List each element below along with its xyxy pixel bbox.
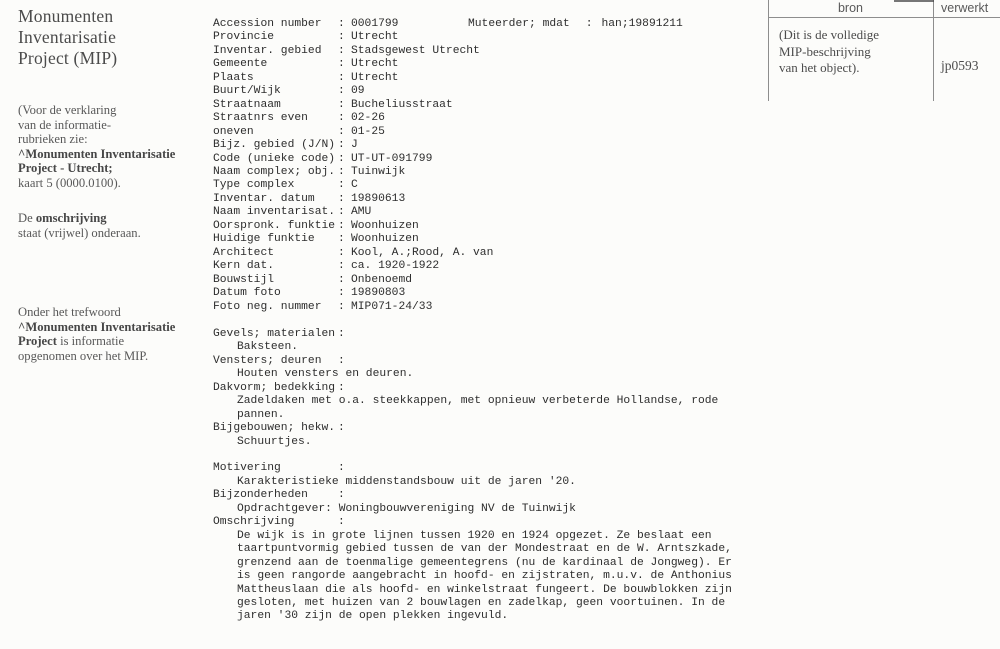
record-section <box>213 328 813 355</box>
section-line: Opdrachtgever: Woningbouwvereniging NV de Tuinwijk <box>237 502 576 515</box>
field-label: Accession number <box>213 18 322 30</box>
field-colon: : <box>338 179 345 192</box>
section-line: Baksteen. <box>237 341 299 354</box>
verwerkt-value: jp0593 <box>941 58 979 73</box>
note-line <box>18 334 223 349</box>
note-bold-word: omschrijving <box>35 211 107 225</box>
section-line: is geen rangorde aangebracht in hoofd- en zijstraten, m.u.v. de Anthonius <box>237 570 732 583</box>
field-row <box>213 99 813 112</box>
table-column-divider <box>933 0 934 101</box>
section-list <box>213 328 813 624</box>
field-row <box>213 112 813 125</box>
field-label: Naam complex; obj. <box>213 165 336 178</box>
section-line: Karakteristieke middenstandsbouw uit de jaren '20. <box>237 475 576 488</box>
field-colon: : <box>338 246 345 259</box>
sidebar <box>18 6 213 363</box>
note-line: staat (vrijwel) onderaan. <box>18 225 141 240</box>
field-value: Tuinwijk <box>351 165 406 178</box>
section-header-row <box>213 422 813 435</box>
record-section <box>213 462 813 489</box>
field-colon: : <box>338 58 345 71</box>
sidebar-note-legend <box>18 103 223 191</box>
note-line-bold: ^Monumenten Inventarisatie <box>18 319 176 334</box>
field-colon: : <box>338 287 345 300</box>
page-title <box>18 6 213 69</box>
section-header-row <box>213 462 813 475</box>
section-label: Motivering <box>213 462 281 475</box>
field-value: 19890613 <box>351 192 406 205</box>
field-colon: : <box>338 85 345 98</box>
note-line-bold: ^Monumenten Inventarisatie <box>18 146 176 161</box>
section-header-row <box>213 382 813 395</box>
field-value: 0001799 <box>351 18 399 30</box>
field-value: Utrecht <box>351 31 399 44</box>
field-label: Bijz. gebied (J/N) <box>213 139 336 152</box>
muteerder-value: han;19891211 <box>601 18 683 30</box>
field-row <box>213 58 813 71</box>
field-value: Woonhuizen <box>351 219 419 232</box>
field-colon: : <box>338 219 345 232</box>
field-row <box>213 72 813 85</box>
section-line: jaren '30 zijn de open plekken ingevuld. <box>237 610 509 623</box>
field-row <box>213 139 813 152</box>
record-section <box>213 516 813 624</box>
section-label: Dakvorm; bedekking <box>213 381 336 394</box>
section-label: Omschrijving <box>213 516 295 529</box>
field-colon: : <box>338 71 345 84</box>
section-line: Houten vensters en deuren. <box>237 368 414 381</box>
field-colon: : <box>338 422 345 435</box>
record-section <box>213 422 813 449</box>
field-row <box>213 179 813 192</box>
field-list <box>213 18 813 314</box>
field-colon: : <box>338 112 345 125</box>
note-line: Onder het trefwoord <box>18 305 121 319</box>
field-label: Plaats <box>213 71 254 84</box>
field-label: Type complex <box>213 179 295 192</box>
field-row <box>213 31 813 44</box>
field-value: J <box>351 139 358 152</box>
field-value: Kool, A.;Rood, A. van <box>351 246 494 259</box>
field-colon: : <box>338 44 345 57</box>
field-row <box>213 274 813 287</box>
field-value: MIP071-24/33 <box>351 300 433 313</box>
muteerder-field <box>468 18 683 31</box>
field-colon: : <box>338 18 345 30</box>
field-colon: : <box>338 462 345 475</box>
field-value: Bucheliusstraat <box>351 98 453 111</box>
field-row <box>213 166 813 179</box>
note-line: (Voor de verklaring <box>18 103 117 117</box>
field-label: Kern dat. <box>213 260 275 273</box>
section-header-row <box>213 355 813 368</box>
title-line: Inventarisatie <box>18 27 117 47</box>
field-value: C <box>351 179 358 192</box>
column-header-bron: bron <box>837 1 864 15</box>
title-line: Monumenten <box>18 6 114 26</box>
field-value: 19890803 <box>351 287 406 300</box>
field-row <box>213 153 813 166</box>
section-line: gesloten, met huizen van 2 bouwlagen en zadelkap, geen voortuinen. In de <box>237 597 726 610</box>
field-label: Huidige funktie <box>213 233 315 246</box>
field-value: AMU <box>351 206 372 219</box>
note-line: van de informatie- <box>18 117 112 132</box>
section-line: Zadeldaken met o.a. steekkappen, met opnieuw verbeterde Hollandse, rode <box>237 395 719 408</box>
field-value: 02-26 <box>351 112 385 125</box>
section-label: Gevels; materialen <box>213 327 336 340</box>
field-colon: : <box>338 300 345 313</box>
field-label: Bouwstijl <box>213 273 275 286</box>
section-header-row <box>213 328 813 341</box>
field-row <box>213 220 813 233</box>
field-value: Utrecht <box>351 71 399 84</box>
section-line: grenzend aan de toenmalige gemeentegrens (nu de kardinaal de Jongweg). Er <box>237 556 732 569</box>
table-header-underline <box>768 17 1000 18</box>
field-colon: : <box>338 354 345 367</box>
field-label: Datum foto <box>213 287 281 300</box>
bron-note-line: MIP-beschrijving <box>779 43 871 59</box>
note-text: De <box>18 211 36 225</box>
field-label: oneven <box>213 125 254 138</box>
field-colon: : <box>585 18 593 30</box>
section-line: pannen. <box>237 408 285 421</box>
section-label: Bijzonderheden <box>213 489 308 502</box>
field-value: Onbenoemd <box>351 273 413 286</box>
field-colon: : <box>338 152 345 165</box>
note-line: opgenomen over het MIP. <box>18 348 149 363</box>
section-line: taartpuntvormig gebied tussen de van der Mondestraat en de W. Arntszkade, <box>237 543 732 556</box>
note-text: is informatie <box>56 334 125 349</box>
sidebar-note-omschrijving <box>18 211 223 240</box>
bron-note-line: (Dit is de volledige <box>779 27 880 42</box>
section-header-row <box>213 489 813 502</box>
field-label: Oorspronk. funktie <box>213 219 336 232</box>
field-value: ca. 1920-1922 <box>351 260 440 273</box>
field-label: Provincie <box>213 31 275 44</box>
field-label: Code (unieke code) <box>213 152 336 165</box>
section-line: Schuurtjes. <box>237 435 312 448</box>
field-colon: : <box>338 381 345 394</box>
field-row <box>213 301 813 314</box>
field-value: UT-UT-091799 <box>351 152 433 165</box>
field-colon: : <box>338 31 345 44</box>
table-left-border <box>768 0 769 101</box>
field-value: Stadsgewest Utrecht <box>351 44 480 57</box>
field-row <box>213 247 813 260</box>
field-label: Architect <box>213 246 275 259</box>
field-row <box>213 233 813 246</box>
field-colon: : <box>338 192 345 205</box>
field-colon: : <box>338 260 345 273</box>
section-header-row <box>213 516 813 529</box>
section-line: Mattheuslaan die als hoofd- en winkelstraat fungeert. De bouwblokken zijn <box>237 583 732 596</box>
section-label: Vensters; deuren <box>213 354 322 367</box>
record-section <box>213 355 813 382</box>
sidebar-note-trefwoord <box>18 305 223 363</box>
field-label: Inventar. datum <box>213 192 315 205</box>
column-header-verwerkt: verwerkt <box>941 1 989 15</box>
note-line-bold: Project - Utrecht; <box>18 161 113 176</box>
field-label: Straatnaam <box>213 98 281 111</box>
field-label: Foto neg. nummer <box>213 300 322 313</box>
record-section <box>213 489 813 516</box>
field-colon: : <box>338 489 345 502</box>
record-body <box>213 18 813 624</box>
section-label: Bijgebouwen; hekw. <box>213 422 336 435</box>
field-colon: : <box>338 98 345 111</box>
field-value: 01-25 <box>351 125 385 138</box>
field-row <box>213 126 813 139</box>
title-line: Project (MIP) <box>18 48 118 68</box>
field-colon: : <box>338 125 345 138</box>
field-colon: : <box>338 233 345 246</box>
section-line: De wijk is in grote lijnen tussen 1920 en 1924 opgezet. Ze beslaat een <box>237 529 712 542</box>
record-section <box>213 382 813 422</box>
bron-note <box>779 27 879 77</box>
field-label: Naam inventarisat. <box>213 206 336 219</box>
stamp-box <box>768 0 1000 101</box>
bron-note-line: van het object). <box>779 60 860 75</box>
field-row <box>213 206 813 219</box>
field-colon: : <box>338 206 345 219</box>
field-label: Straatnrs even <box>213 112 308 125</box>
field-row <box>213 287 813 300</box>
note-line: rubrieken zie: <box>18 132 88 147</box>
field-value: Woonhuizen <box>351 233 419 246</box>
field-row <box>213 193 813 206</box>
field-colon: : <box>338 139 345 152</box>
note-bold-word: Project <box>18 334 57 349</box>
field-label: Gemeente <box>213 58 268 71</box>
field-row <box>213 45 813 58</box>
field-row <box>213 260 813 273</box>
field-label: Inventar. gebied <box>213 44 322 57</box>
note-line: kaart 5 (0000.0100). <box>18 175 121 190</box>
field-row <box>213 85 813 98</box>
field-colon: : <box>338 273 345 286</box>
field-colon: : <box>338 165 345 178</box>
field-value: Utrecht <box>351 58 399 71</box>
field-value: 09 <box>351 85 365 98</box>
field-colon: : <box>338 327 345 340</box>
note-line <box>18 211 223 226</box>
field-colon: : <box>338 516 345 529</box>
field-label: Buurt/Wijk <box>213 85 281 98</box>
muteerder-label: Muteerder; mdat <box>468 18 570 30</box>
